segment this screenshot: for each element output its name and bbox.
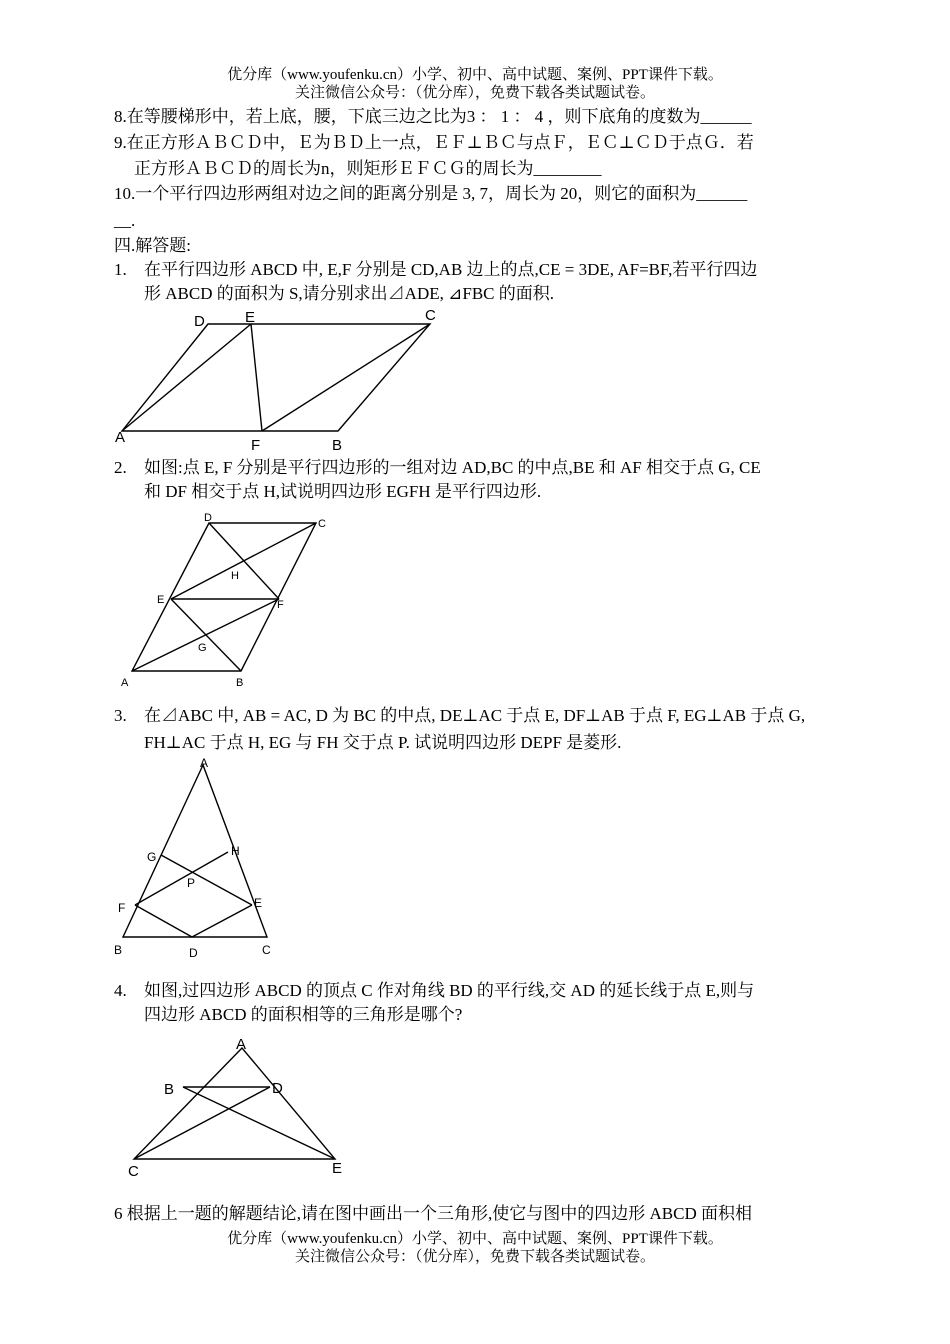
fig2-label-a: A: [121, 677, 129, 689]
fig1-label-e: E: [245, 309, 256, 326]
question-8: 8.在等腰梯形中，若上底，腰，下底三边之比为3 ： 1 ： 4 ，则下底角的度数为______: [114, 107, 752, 126]
fig2-label-d: D: [204, 512, 212, 524]
problem-1-line1: 在平行四边形 ABCD 中, E,F 分别是 CD,AB 边上的点,CE = 3DE, AF=BF,若平行四边: [144, 260, 758, 279]
problem-3-number: 3.: [114, 706, 127, 725]
question-9-line2: 正方形ＡＢＣＤ的周长为n，则矩形ＥＦＣＧ的周长为________: [134, 159, 602, 178]
problem-4-number: 4.: [114, 981, 127, 1000]
fig3-label-p: P: [187, 876, 196, 890]
fig4-label-b: B: [164, 1081, 175, 1098]
fig1-label-b: B: [332, 437, 343, 454]
figure-1-parallelogram: [100, 300, 460, 460]
page-footer-line1: 优分库（www.youfenku.cn）小学、初中、高中试题、案例、PPT课件下载。: [227, 1231, 723, 1247]
problem-1-number: 1.: [114, 260, 127, 279]
fig1-label-d: D: [194, 313, 205, 330]
problem-2-number: 2.: [114, 458, 127, 477]
fig4-label-d: D: [272, 1080, 283, 1097]
figure-2-parallelogram: [115, 508, 335, 693]
problem-1-line2: 形 ABCD 的面积为 S,请分别求出⊿ADE, ⊿FBC 的面积.: [144, 284, 554, 303]
fig2-segment-af: [132, 599, 279, 671]
problem-2-line2: 和 DF 相交于点 H,试说明四边形 EGFH 是平行四边形.: [144, 482, 542, 501]
page-header-line2: 关注微信公众号：（优分库），免费下载各类试题试卷。: [294, 85, 655, 101]
fig3-label-b: B: [114, 943, 123, 957]
fig4-label-c: C: [128, 1163, 139, 1180]
fig4-label-e: E: [332, 1160, 343, 1177]
fig4-segment-bc-to-e: [183, 1087, 335, 1159]
section-title: 四.解答题:: [114, 236, 191, 255]
fig3-label-a: A: [200, 756, 209, 770]
problem-2-line1: 如图:点 E, F 分别是平行四边形的一组对边 AD,BC 的中点,BE 和 AF 相交于点 G, CE: [144, 458, 761, 477]
question-10-line2: __.: [114, 211, 136, 230]
fig2-segment-df: [209, 523, 279, 599]
problem-4-line2: 四边形 ABCD 的面积相等的三角形是哪个?: [144, 1005, 463, 1024]
fig3-label-h: H: [231, 844, 240, 858]
fig2-label-g: G: [198, 642, 207, 654]
fig2-label-f: F: [277, 599, 284, 611]
fig3-label-d: D: [189, 946, 198, 960]
problem-6-line1: 6 根据上一题的解题结论,请在图中画出一个三角形,使它与图中的四边形 ABCD 面积相: [114, 1204, 752, 1223]
fig4-segment-dc: [134, 1087, 270, 1159]
page-footer-line2: 关注微信公众号：（优分库），免费下载各类试题试卷。: [294, 1249, 655, 1265]
fig3-label-f: F: [118, 901, 126, 915]
question-10-line1: 10.一个平行四边形两组对边之间的距离分别是 3, 7，周长为 20，则它的面积为______: [114, 184, 748, 203]
fig1-segment-ae: [122, 324, 251, 431]
fig4-label-a: A: [236, 1036, 247, 1053]
fig3-label-e: E: [254, 896, 263, 910]
fig3-segment-de: [192, 905, 252, 937]
problem-4-line1: 如图,过四边形 ABCD 的顶点 C 作对角线 BD 的平行线,交 AD 的延长线于点 E,则与: [144, 981, 755, 1000]
fig1-segment-fc: [262, 324, 430, 431]
fig2-label-h: H: [231, 570, 239, 582]
figure-3-isosceles-triangle: [105, 752, 290, 967]
problem-3-line1: 在⊿ABC 中, AB = AC, D 为 BC 的中点, DE⊥AC 于点 E, DF⊥AB 于点 F, EG⊥AB 于点 G,: [144, 706, 806, 725]
fig3-triangle-abc: [123, 765, 267, 937]
fig3-segment-df: [135, 905, 192, 937]
fig3-label-g: G: [147, 850, 157, 864]
page-header-line1: 优分库（www.youfenku.cn）小学、初中、高中试题、案例、PPT课件下载。: [227, 67, 723, 83]
fig2-label-e: E: [157, 594, 165, 606]
fig1-segment-ef: [251, 324, 262, 431]
figure-4-quadrilateral: [120, 1030, 360, 1180]
fig1-label-a: A: [115, 429, 126, 446]
fig3-label-c: C: [262, 943, 271, 957]
fig1-label-c: C: [425, 307, 436, 324]
fig1-label-f: F: [251, 437, 261, 454]
fig1-parallelogram-abcd: [122, 324, 430, 431]
fig2-label-c: C: [318, 518, 326, 530]
problem-3-line2: FH⊥AC 于点 H, EG 与 FH 交于点 P. 试说明四边形 DEPF 是菱形.: [144, 733, 622, 752]
question-9-line1: 9.在正方形ＡＢＣＤ中，Ｅ为ＢＤ上一点，ＥＦ⊥ＢＣ与点Ｆ，ＥＣ⊥ＣＤ于点Ｇ．若: [114, 133, 754, 152]
fig3-segment-eg: [161, 855, 252, 905]
fig2-label-b: B: [236, 677, 244, 689]
